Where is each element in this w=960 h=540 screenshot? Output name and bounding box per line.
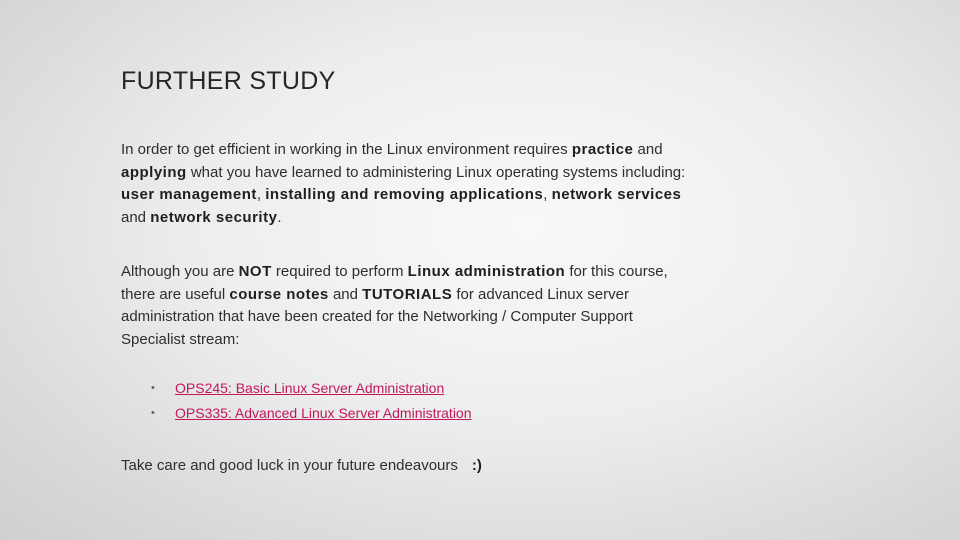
intro-text-6: and [121,208,151,226]
notes-text-2: required to perform [271,263,408,280]
intro-bold-applying: applying [121,163,187,181]
ops245-link[interactable]: OPS245: Basic Linux Server Administration [175,380,445,396]
closing-line [121,457,482,474]
course-links-list [151,376,472,426]
list-item [151,376,472,401]
bullet-icon: • [151,407,155,419]
intro-bold-practice: practice [571,141,634,158]
notes-bold-course-notes: course notes [229,285,329,303]
notes-bold-not: NOT [238,263,272,280]
intro-text-1: In order to get efficient in working in the Linux environment requires [121,141,572,158]
notes-text-4: and [328,285,363,303]
intro-bold-network-services: network services [551,186,682,203]
smiley-emoticon: :) [471,457,482,474]
closing-text: Take care and good luck in your future endeavours [121,457,458,474]
intro-paragraph [121,139,701,229]
intro-text-5: , [543,186,552,203]
intro-text-4: , [256,186,266,203]
slide-title: FURTHER STUDY [121,67,336,95]
notes-text-5: for advanced Linux server administration that have been created for the Networking / Computer Support Specialist stream: [121,285,633,348]
notes-text-3: for this course, there are useful [121,263,668,303]
intro-bold-user-management: user management [121,186,257,203]
intro-bold-network-security: network security [150,208,278,226]
intro-text-7: . [277,208,282,226]
ops335-link[interactable]: OPS335: Advanced Linux Server Administration [175,405,472,421]
notes-text-1: Although you are [121,263,239,280]
notes-bold-linux-admin: Linux administration [407,263,566,280]
intro-text-2: and [633,141,663,158]
bullet-icon: • [151,382,155,394]
notes-paragraph [121,261,701,351]
intro-bold-installing: installing and removing applications [265,186,544,203]
notes-bold-tutorials: TUTORIALS [362,285,453,303]
intro-text-3: what you have learned to administering Linux operating systems including: [186,163,686,181]
list-item [151,401,472,426]
